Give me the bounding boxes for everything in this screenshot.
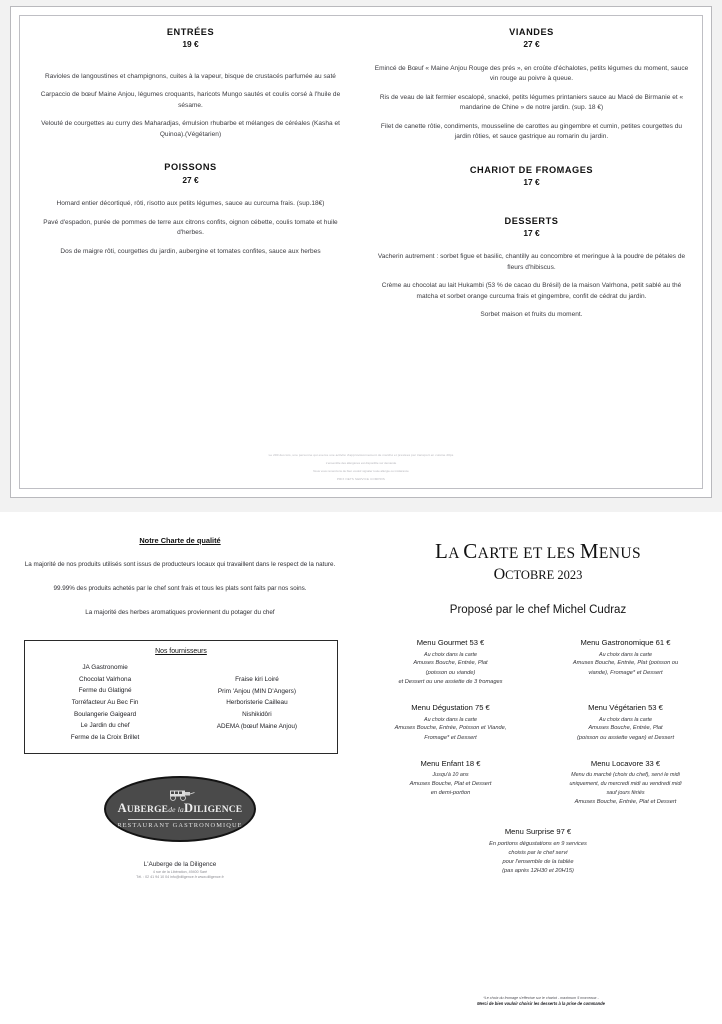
logo-text-iligence: ILIGENCE (193, 805, 243, 816)
column-right (361, 16, 702, 488)
menu-detail: pour l'ensemble de la tablée (502, 859, 574, 866)
supplier-item: Prim 'Anjou (MIN D'Angers) (217, 687, 296, 695)
menu-card-enfant[interactable] (366, 759, 535, 807)
column-left (20, 16, 361, 488)
subtitle-part-ctobre: CTOBRE (505, 567, 558, 582)
charte-title: Notre Charte de qualité (139, 536, 221, 545)
logo-text-auberge: A (117, 801, 127, 816)
charte-paragraph: La majorité de nos produits utilisés sont issus de producteurs locaux qui travaillent dans le respect de la nature. (24, 561, 336, 568)
page-subtitle (366, 566, 710, 584)
fineprint-line-1: Le 200 des lois, une personne qui exerce une activité d'approvisionnement de marché et prestées par transport en cuisine 20ps (268, 453, 454, 458)
menu-detail: (poisson ou viande) (425, 669, 476, 676)
logo-text-uberge: UBERGE (126, 805, 169, 816)
menu-detail: Amuses Bouche, Entrée, Poisson et Viande, (394, 725, 507, 732)
menu-detail: Au choix dans la carte (598, 651, 653, 658)
logo-container (16, 776, 344, 842)
menu-card-locavore[interactable] (541, 759, 710, 807)
suppliers-box (24, 640, 338, 754)
footnote-dessert-note: Merci de bien vouloir choisir les desserts à la prise de commande (477, 1001, 605, 1007)
menus-grid (366, 638, 710, 877)
menu-detail: et Dessert ou une assiette de 3 fromages (398, 678, 503, 685)
auberge-de-la-diligence-logo (104, 776, 256, 842)
page-2-right-panel (360, 518, 722, 1024)
menu-detail: Amuses Bouche, Entrée, Plat (588, 725, 663, 732)
chef-line: Proposé par le chef Michel Cudraz (449, 603, 627, 616)
section-chariot-de-fromages (373, 164, 690, 189)
menu-detail: Fromage* et Dessert (424, 734, 477, 741)
menu-detail: Amuses Bouche, Entrée, Plat (413, 660, 488, 667)
section-title-viandes: VIANDES (509, 27, 554, 37)
address-contact[interactable]: Tél. : 02 41 94 10 04 info@diligence.fr www.diligence.fr (136, 875, 224, 880)
supplier-item: Herboristerie Cailleau (226, 699, 288, 707)
subtitle-year: 2023 (557, 567, 583, 582)
menu-name: Menu Locavore 33 € (590, 758, 661, 768)
menu-detail: Amuses Bouche, Entrée, Plat et Dessert (574, 798, 677, 805)
subtitle-part-o: O (493, 565, 506, 583)
supplier-item: JA Gastronomie (82, 664, 128, 672)
legal-fineprint (20, 453, 702, 482)
dish-item: Ris de veau de lait fermier escalopé, snacké, petits légumes printaniers sauce au Macé de Birmanie et « mandarine de Chine » de notre jardin. (sup. 18 €) (379, 93, 684, 112)
menu-card-gastronomique[interactable] (541, 638, 710, 687)
menu-detail: Au choix dans la carte (423, 716, 478, 723)
supplier-item: Chocolat Valrhona (79, 675, 132, 683)
section-desserts (373, 215, 690, 321)
address-name: L'Auberge de la Diligence (143, 860, 217, 868)
title-part-a: A (448, 545, 464, 562)
supplier-item: Ferme du Glatigné (78, 687, 132, 695)
fineprint-line-2: L'ensemble des allergènes est disponible sur demande (325, 461, 397, 466)
menu-name: Menu Végétarien 53 € (588, 702, 663, 712)
title-part-arte: ARTE ET LES (477, 545, 580, 562)
section-title-poissons: POISSONS (164, 162, 217, 173)
logo-divider (128, 819, 232, 820)
fineprint-line-3: Nous vous remercions de bien vouloir signaler toute allergie ou intolérance (313, 468, 409, 473)
page-1-sheet (10, 6, 712, 498)
supplier-item: Ferme de la Croix Brillet (70, 733, 140, 741)
dish-item: Homard entier décortiqué, rôti, risotto aux petits légumes, sauce au curcuma frais. (sup.18€) (56, 200, 325, 208)
menu-name: Menu Surprise 97 € (504, 826, 572, 836)
section-price-desserts: 17 € (523, 228, 540, 239)
menu-name: Menu Gourmet 53 € (416, 637, 485, 647)
menu-detail: (pas après 12H30 et 20H15) (502, 868, 574, 875)
menu-detail: (poisson ou assiette vegan) et Dessert (576, 734, 675, 741)
section-price-entrees: 19 € (182, 39, 199, 50)
stagecoach-icon (163, 788, 197, 801)
section-poissons (32, 161, 349, 257)
menu-card-vegetarien[interactable] (541, 703, 710, 743)
section-price-viandes: 27 € (523, 39, 540, 50)
section-price-poissons: 27 € (182, 174, 199, 185)
dish-item: Pavé d'espadon, purée de pommes de terre aux citrons confits, oignon cébette, coulis tomate et huile d'herbes. (43, 218, 338, 237)
suppliers-title: Nos fournisseurs (155, 648, 207, 656)
charte-paragraph: La majorité des herbes aromatiques proviennent du potager du chef (85, 609, 275, 617)
supplier-item: ADEMA (bœuf Maine Anjou) (216, 722, 298, 730)
page-1-border-frame (19, 15, 703, 489)
logo-wordmark (118, 802, 243, 816)
supplier-item: Torréfacteur Au Bec Fin (71, 699, 139, 707)
menu-card-surprise[interactable] (366, 827, 710, 877)
suppliers-column-left (35, 662, 175, 744)
menu-detail: choisis par le chef servi (508, 849, 568, 856)
supplier-item: Le Jardin du chef (80, 722, 130, 730)
dish-item: Vacherin autrement : sorbet figue et basilic, chantilly au concombre et meringue à la poudre de pétales de fleurs d'hibiscus. (377, 253, 686, 271)
supplier-item: Boulangerie Gaigeard (73, 710, 137, 718)
footnote-cheese-note: *Le choix du fromage s'effectue sur le chariot - maximum 5 morceaux - (483, 995, 599, 1000)
dish-item: Carpaccio de bœuf Maine Anjou, légumes croquants, haricots Mungo sautés et coulis corsé à l'huile de sésame. (40, 91, 341, 109)
fineprint-line-4: PRIX NETS SERVICE COMPRIS (337, 477, 385, 482)
menu-detail: Amuses Bouche, Entrée, Plat (poisson ou (572, 660, 679, 667)
dish-item: Velouté de courgettes au curry des Maharadjas, émulsion rhubarbe et mélanges de céréales (Kasha et Quinoa).(Végétarien) (41, 120, 340, 138)
section-title-desserts: DESSERTS (504, 215, 559, 226)
page-2-menus (0, 518, 722, 1024)
menu-detail: En portions dégustations en 9 services (489, 840, 587, 847)
supplier-item: Fraise kiri Loiré (235, 676, 279, 684)
menu-card-degustation[interactable] (366, 703, 535, 743)
dish-item: Filet de canette rôtie, condiments, mousseline de carottes au gingembre et cumin, petites courgettes du jardin rôties, et sauce gastrique au romarin du jardin. (380, 122, 683, 141)
menu-detail: sauf jours fériés (606, 789, 645, 796)
logo-text-d: D (184, 801, 194, 816)
menus-footnote (370, 996, 712, 1008)
section-title-fromages: CHARIOT DE FROMAGES (469, 164, 594, 175)
title-part-l: L (434, 539, 449, 563)
logo-subtitle: RESTAURANT GASTRONOMIQUE (117, 821, 243, 829)
supplier-item: Nishikidôri (242, 711, 272, 719)
menu-detail: uniquement, du mercredi midi au vendredi midi (569, 781, 682, 788)
section-viandes (373, 26, 690, 143)
menu-name: Menu Gastronomique 61 € (580, 637, 671, 647)
page-2-left-panel (0, 518, 360, 1024)
menu-detail: Au choix dans la carte (423, 651, 478, 658)
logo-text-dela: de la (168, 805, 184, 815)
menu-detail: Menu du marché (choix du chef), servi le midi (571, 772, 680, 779)
section-price-fromages: 17 € (523, 177, 540, 188)
charte-paragraph: 99.99% des produits achetés par le chef sont frais et tous les plats sont faits par nos soins. (53, 585, 307, 593)
dish-item: Crème au chocolat au lait Hukambi (53 % de cacao du Brésil) de la maison Valrhona, petit sablé au thé matcha et sorbet orange curcuma frais et gingembre, confit de cédrat du jardin. (381, 282, 682, 300)
address-street: 4 rue de la Libération, 49400 Saré (152, 869, 208, 874)
title-part-enus: ENUS (598, 545, 641, 562)
dish-item: Emincé de Bœuf « Maine Anjou Rouge des prés », en croûte d'échalotes, petits légumes du moment, sauce vin rouge au poivre à queue. (374, 64, 689, 83)
menu-detail: en demi-portion (430, 790, 471, 797)
menu-detail: Au choix dans la carte (598, 716, 653, 723)
title-part-m: M (579, 539, 599, 563)
menu-name: Menu Dégustation 75 € (411, 702, 490, 712)
menu-card-gourmet[interactable] (366, 638, 535, 687)
dish-item: Sorbet maison et fruits du moment. (480, 311, 583, 319)
section-entrees (32, 26, 349, 140)
menu-detail: Jusqu'à 10 ans (432, 772, 469, 779)
restaurant-address (16, 860, 344, 881)
suppliers-columns (35, 662, 327, 744)
dish-item: Ravioles de langoustines et champignons, cuites à la vapeur, bisque de crustacés parfumée au saté (45, 72, 336, 80)
title-part-c: C (463, 539, 478, 563)
suppliers-column-right (187, 662, 327, 732)
section-title-entrees: ENTRÉES (166, 27, 215, 37)
menu-name: Menu Enfant 18 € (420, 758, 481, 768)
menu-detail: viande), Fromage* et Dessert (588, 669, 663, 676)
menu-detail: Amuses Bouche, Plat et Dessert (409, 781, 492, 788)
dish-item: Dos de maigre rôti, courgettes du jardin, aubergine et tomates confites, sauce aux herbes (60, 247, 321, 255)
page-title (366, 540, 710, 564)
